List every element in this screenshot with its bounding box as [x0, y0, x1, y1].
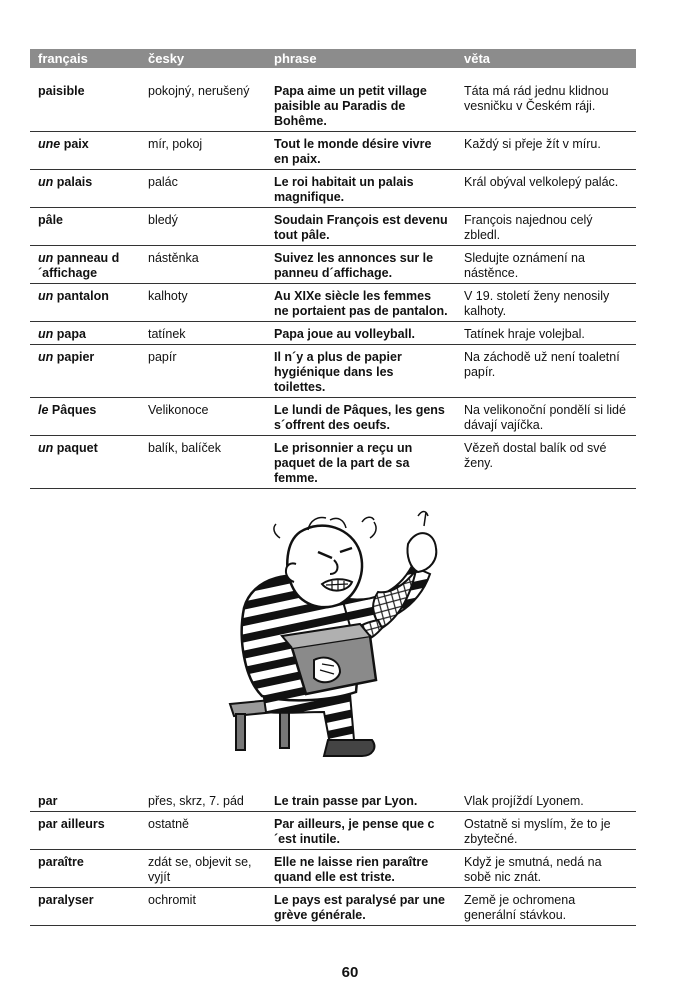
table-row: [30, 132, 636, 170]
table-body-bottom: [30, 789, 636, 926]
table-row: [30, 888, 636, 926]
french-word: [30, 322, 140, 345]
czech-sentence: Když je smutná, nedá na sobě nic znát.: [456, 850, 636, 888]
headword: par: [38, 794, 58, 808]
french-word: [30, 208, 140, 246]
czech-translation: Velikonoce: [140, 398, 266, 436]
headword: papa: [53, 327, 86, 341]
headword: palais: [53, 175, 93, 189]
french-word: [30, 436, 140, 489]
czech-sentence: Král obýval velkolepý palác.: [456, 170, 636, 208]
header-francais: français: [30, 49, 140, 68]
czech-translation: balík, balíček: [140, 436, 266, 489]
czech-sentence: Sledujte oznámení na nástěnce.: [456, 246, 636, 284]
czech-translation: palác: [140, 170, 266, 208]
czech-translation: přes, skrz, 7. pád: [140, 789, 266, 812]
table-row: [30, 345, 636, 398]
french-phrase: Tout le monde désire vivre en paix.: [266, 132, 456, 170]
french-phrase: Il n´y a plus de papier hygiénique dans les toilettes.: [266, 345, 456, 398]
czech-sentence: V 19. století ženy nenosily kalhoty.: [456, 284, 636, 322]
page-number: 60: [341, 964, 359, 981]
table-row: [30, 789, 636, 812]
czech-translation: ostatně: [140, 812, 266, 850]
table-header-row: [30, 49, 636, 68]
headword: pantalon: [53, 289, 109, 303]
prisoner-with-package-illustration: [222, 508, 462, 776]
french-phrase: Elle ne laisse rien paraître quand elle est triste.: [266, 850, 456, 888]
french-phrase: Papa joue au volleyball.: [266, 322, 456, 345]
czech-sentence: Na velikonoční pondělí si lidé dávají vajíčka.: [456, 398, 636, 436]
article: un: [38, 350, 54, 364]
headword: par ailleurs: [38, 817, 105, 831]
article: un: [38, 327, 54, 341]
table-row: [30, 208, 636, 246]
czech-translation: ochromit: [140, 888, 266, 926]
table-row: [30, 322, 636, 345]
vocabulary-table-top: [30, 49, 636, 489]
table-row: [30, 436, 636, 489]
headword: pâle: [38, 213, 64, 227]
table-body-top: [30, 68, 636, 489]
french-word: [30, 888, 140, 926]
article: un: [38, 251, 54, 265]
headword: paix: [60, 137, 89, 151]
french-phrase: Suivez les annonces sur le panneu d´affichage.: [266, 246, 456, 284]
header-phrase: phrase: [266, 49, 456, 68]
french-phrase: Le pays est paralysé par une grève générale.: [266, 888, 456, 926]
headword: papier: [53, 350, 95, 364]
article: une: [38, 137, 61, 151]
headword: paraître: [38, 855, 84, 869]
header-veta: věta: [456, 49, 636, 68]
czech-sentence: Na záchodě už není toaletní papír.: [456, 345, 636, 398]
table-row: [30, 812, 636, 850]
table-row: [30, 246, 636, 284]
czech-sentence: Každý si přeje žít v míru.: [456, 132, 636, 170]
french-word: [30, 246, 140, 284]
french-phrase: Soudain François est devenu tout pâle.: [266, 208, 456, 246]
czech-sentence: Tatínek hraje volejbal.: [456, 322, 636, 345]
article: un: [38, 289, 54, 303]
french-phrase: Le roi habitait un palais magnifique.: [266, 170, 456, 208]
article: un: [38, 441, 54, 455]
french-word: [30, 345, 140, 398]
czech-translation: tatínek: [140, 322, 266, 345]
vocabulary-table-bottom: [30, 789, 636, 926]
czech-translation: nástěnka: [140, 246, 266, 284]
czech-sentence: François najednou celý zbledl.: [456, 208, 636, 246]
french-phrase: Au XIXe siècle les femmes ne portaient pas de pantalon.: [266, 284, 456, 322]
french-word: [30, 812, 140, 850]
czech-translation: papír: [140, 345, 266, 398]
headword: Pâques: [48, 403, 97, 417]
french-word: [30, 170, 140, 208]
french-phrase: Le train passe par Lyon.: [266, 789, 456, 812]
czech-sentence: Vlak projíždí Lyonem.: [456, 789, 636, 812]
czech-sentence: Ostatně si myslím, že to je zbytečné.: [456, 812, 636, 850]
table-row: [30, 284, 636, 322]
czech-sentence: Země je ochromena generální stávkou.: [456, 888, 636, 926]
french-word: [30, 398, 140, 436]
french-phrase: Le prisonnier a reçu un paquet de la part de sa femme.: [266, 436, 456, 489]
french-phrase: Papa aime un petit village paisible au Paradis de Bohême.: [266, 68, 456, 132]
french-word: [30, 132, 140, 170]
headword: paralyser: [38, 893, 94, 907]
article: un: [38, 175, 54, 189]
czech-translation: mír, pokoj: [140, 132, 266, 170]
czech-translation: zdát se, objevit se, vyjít: [140, 850, 266, 888]
table-row: [30, 68, 636, 132]
headword: panneau d´affichage: [38, 251, 120, 280]
header-cesky: česky: [140, 49, 266, 68]
table-row: [30, 850, 636, 888]
french-word: [30, 284, 140, 322]
french-word: [30, 789, 140, 812]
czech-sentence: Vězeň dostal balík od své ženy.: [456, 436, 636, 489]
french-word: [30, 68, 140, 132]
czech-translation: kalhoty: [140, 284, 266, 322]
french-phrase: Par ailleurs, je pense que c´est inutile.: [266, 812, 456, 850]
czech-translation: bledý: [140, 208, 266, 246]
table-row: [30, 170, 636, 208]
czech-sentence: Táta má rád jednu klidnou vesničku v Českém ráji.: [456, 68, 636, 132]
french-word: [30, 850, 140, 888]
table-row: [30, 398, 636, 436]
article: le: [38, 403, 49, 417]
headword: paisible: [38, 84, 85, 98]
french-phrase: Le lundi de Pâques, les gens s´offrent des oeufs.: [266, 398, 456, 436]
czech-translation: pokojný, nerušený: [140, 68, 266, 132]
headword: paquet: [53, 441, 98, 455]
